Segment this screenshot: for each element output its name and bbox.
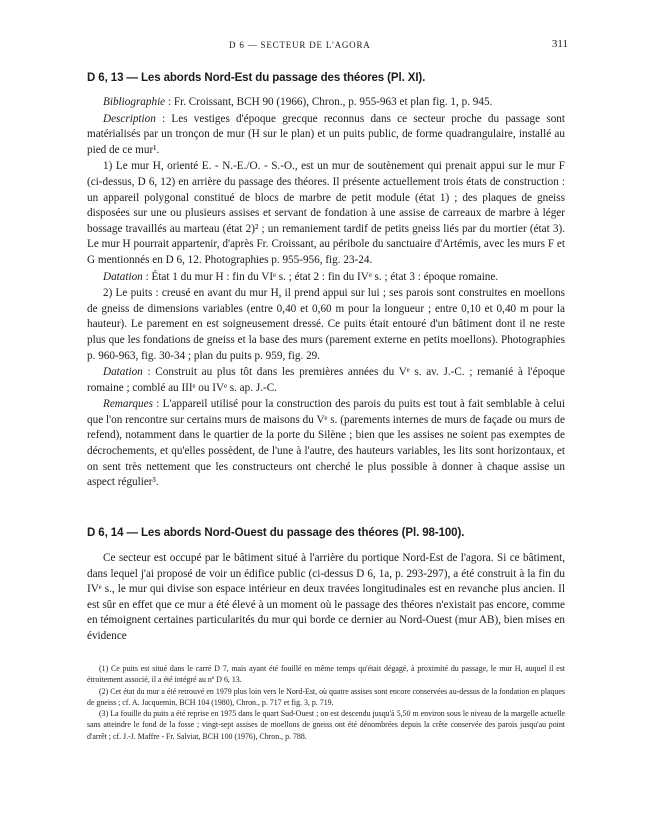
remarques-text: : L'appareil utilisé pour la construction des parois du puits est tout à fait semblable à celui que l'on rencontre sur certains murs de maisons du Vᵉ s. (parements internes de murs de façade ou murs de refend), notamment dans le quartier de la porte du Silène ; bien que les assises ne soient pas exemptes de décrochements, et qu'elles possèdent, de l'une à l'autre, des hauteurs variables, les lits sont horizontaux, et on sent très nettement que les constructeurs ont cherché le plus possible à donner à chaque assise un aspect régulier³. — [87, 398, 566, 489]
remarques-label: Remarques — [103, 398, 153, 411]
datation-2-label: Datation — [103, 366, 143, 379]
section-13-heading: D 6, 13 — Les abords Nord-Est du passage des théores (Pl. XI). — [87, 72, 426, 84]
page-number: 311 — [551, 38, 568, 50]
bibliographie-paragraph — [87, 95, 565, 111]
bibliographie-text: : Fr. Croissant, BCH 90 (1966), Chron., p. 955-963 et plan fig. 1, p. 945. — [167, 96, 493, 108]
datation-2-text: : Construit au plus tôt dans les premières années du Vᵉ s. av. J.-C. ; remanié à l'époque romaine ; comblé au IIIᵉ ou IVᵉ s. ap. J.-C. — [87, 366, 565, 394]
section-14-body — [87, 551, 565, 646]
footnote-3: (3) La fouille du puits a été reprise en 1975 dans le quart Sud-Ouest ; on est descendu jusqu'à 5,50 m environ sous le niveau de la margelle actuelle sans atteindre le fond de la fosse ; vingt-sept assises de moellons de gneiss ont été dénombrées depuis la crête conservée des parois jusqu'au point d'arrêt ; cf. J.-J. Maffre - Fr. Salviat, BCH 100 (1976), Chron., p. 788. — [87, 709, 565, 741]
description-text: : Les vestiges d'époque grecque reconnus dans ce secteur proche du passage sont matérialisés par un tronçon de mur (H sur le plan) et un puits public, de forme quadrangulaire, installé au pied de ce mur¹. — [87, 112, 565, 156]
description-label: Description — [103, 112, 156, 125]
mur-h-paragraph: 1) Le mur H, orienté E. - N.-E./O. - S.-O., est un mur de soutènement qui prenait appui sur le mur F (ci-dessus, D 6, 12) en arrière du passage des théores. Il présente actuellement trois états de construction : un appareil polygonal constitué de blocs de marbre de petit module (état 1) ; des plaques de gneiss disposées sur une ou plusieurs assises et servant de fondation à une assise de carreaux de marbre à léger bossage travaillés au marteau (état 2)² ; un remaniement tardif de petits gneiss liés par du mortier (état 3). Le mur H pourrait appartenir, d'après Fr. Croissant, au péribole du sanctuaire d'Artémis, avec les murs F et G mentionnés en D 6, 12. Photographies p. 955-956, fig. 23-24. — [87, 160, 565, 266]
datation-1-label: Datation — [103, 270, 143, 283]
datation-1-paragraph — [87, 270, 565, 286]
remarques-paragraph — [87, 397, 565, 491]
bibliographie-label: Bibliographie — [103, 96, 166, 108]
datation-2-paragraph — [87, 365, 565, 396]
puits-paragraph: 2) Le puits : creusé en avant du mur H, il prend appui sur lui ; ses parois sont construites en moellons de gneiss de dimensions variables (entre 0,40 et 0,60 m pour la longueur ; entre 0,10 et 0,40 m pour la hauteur). Le parement en est soigneusement dressé. Ce puits était entouré d'un bâtiment dont il ne reste plus que les fondations de gneiss et la base des murs (parement externe en petits moellons). Photographies p. 960-963, fig. 30-34 ; plan du puits p. 959, fig. 29. — [87, 287, 565, 362]
footnote-2: (2) Cet état du mur a été retrouvé en 1979 plus loin vers le Nord-Est, où quatre assises sont encore conservées au-dessus de la fondation en plaques de gneiss ; cf. A. Jacquemin, BCH 104 (1980), Chron., p. 717 et fig. 3, p. 719. — [87, 686, 565, 707]
running-head: D 6 — SECTEUR DE L'AGORA — [229, 40, 371, 50]
section-14-paragraph: Ce secteur est occupé par le bâtiment situé à l'arrière du portique Nord-Est de l'agora. Si ce bâtiment, dans lequel j'ai proposé de voir un édifice public (ci-dessus D 6, 1a, p. 293-297), a été construit à la fin du IVᵉ s., le mur qui divise son espace intérieur en deux travées longitudinales est en revanche plus ancien. Il est sûr en effet que ce mur a été élevé à un moment où le passage des théores n'existait pas encore, comme en témoignent certaines particularités du mur qui borde ce dernier au Nord-Ouest (mur AB), bien mises en évidence — [87, 552, 565, 642]
description-paragraph — [87, 112, 565, 159]
section-13-body — [87, 95, 565, 492]
section-14-heading: D 6, 14 — Les abords Nord-Ouest du passage des théores (Pl. 98-100). — [87, 527, 465, 539]
footnotes — [87, 663, 565, 742]
footnote-1: (1) Ce puits est situé dans le carré D 7, mais ayant été fouillé en même temps qu'était dégagé, à proximité du passage, le mur H, auquel il est étroitement associé, il a été intégré au nº D 6, 13. — [87, 664, 565, 685]
datation-1-text: : État 1 du mur H : fin du VIᵉ s. ; état 2 : fin du IVᵉ s. ; état 3 : époque romaine. — [145, 270, 499, 283]
